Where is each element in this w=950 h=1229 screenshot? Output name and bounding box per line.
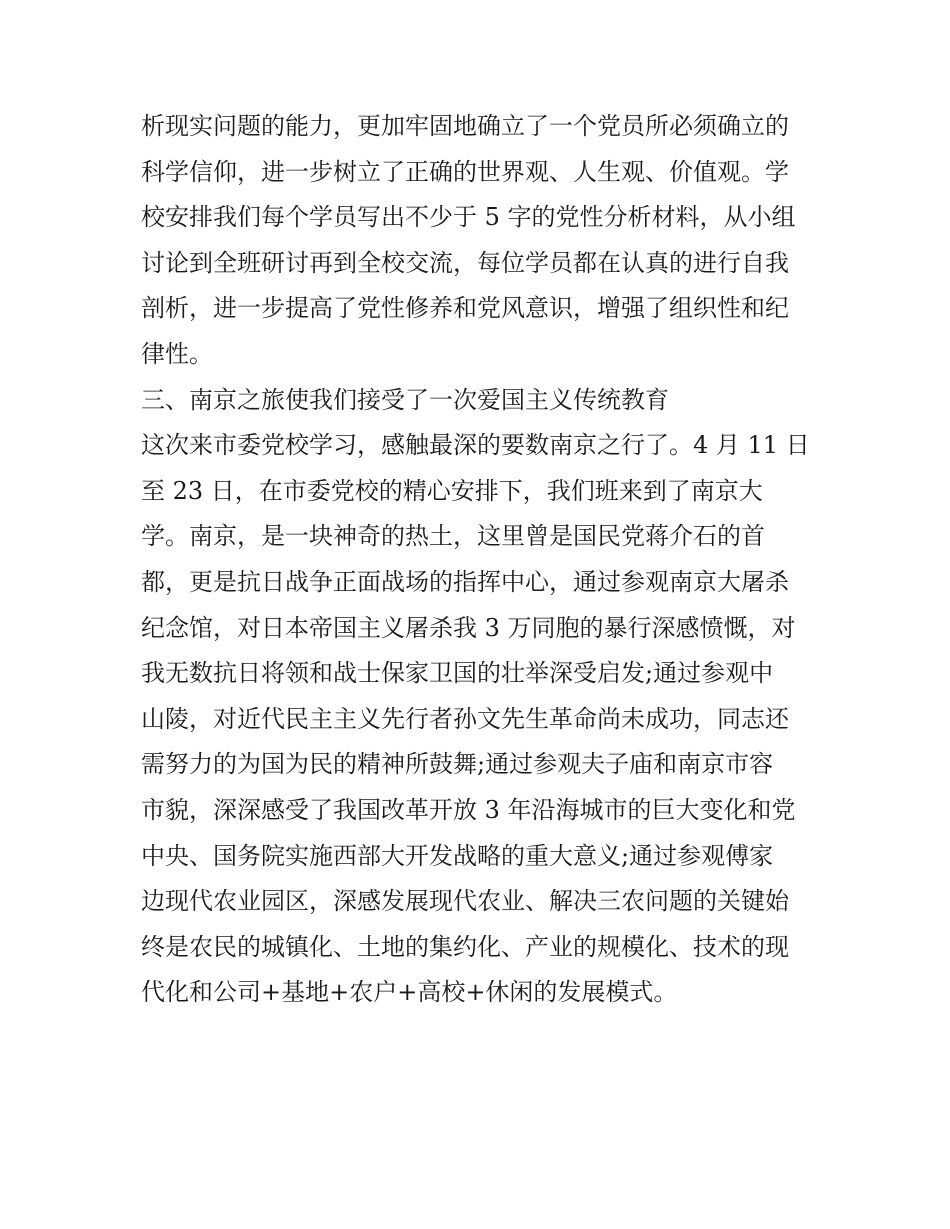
text-line: 纪念馆，对日本帝国主义屠杀我 3 万同胞的暴行深感愤慨，对 bbox=[141, 613, 796, 642]
text-line: 这次来市委党校学习，感触最深的要数南京之行了。4 月 11 日 bbox=[141, 431, 810, 460]
text-line: 校安排我们每个学员写出不少于 5 字的党性分析材料，从小组 bbox=[141, 203, 796, 232]
text-line: 代化和公司+基地+农户+高校+休闲的发展模式。 bbox=[141, 978, 678, 1007]
text-line: 需努力的为国为民的精神所鼓舞;通过参观夫子庙和南京市容 bbox=[141, 750, 774, 779]
body-text bbox=[141, 104, 831, 1016]
text-line: 都，更是抗日战争正面战场的指挥中心，通过参观南京大屠杀 bbox=[141, 567, 789, 596]
text-line: 律性。 bbox=[141, 339, 213, 368]
text-line: 析现实问题的能力，更加牢固地确立了一个党员所必须确立的 bbox=[141, 112, 789, 140]
text-line: 科学信仰，进一步树立了正确的世界观、人生观、价值观。学 bbox=[141, 157, 789, 186]
text-line: 山陵，对近代民主主义先行者孙文先生革命尚未成功，同志还 bbox=[141, 704, 789, 733]
text-line: 学。南京，是一块神奇的热土，这里曾是国民党蒋介石的首 bbox=[141, 522, 765, 551]
text-line: 中央、国务院实施西部大开发战略的重大意义;通过参观傅家 bbox=[141, 841, 774, 870]
text-line: 市貌，深深感受了我国改革开放 3 年沿海城市的巨大变化和党 bbox=[141, 795, 796, 824]
text-line: 边现代农业园区，深感发展现代农业、解决三农问题的关键始 bbox=[141, 887, 789, 916]
text-line: 我无数抗日将领和战士保家卫国的壮举深受启发;通过参观中 bbox=[141, 659, 774, 688]
text-line: 终是农民的城镇化、土地的集约化、产业的规模化、技术的现 bbox=[141, 932, 789, 961]
text-line: 剖析，进一步提高了党性修养和党风意识，增强了组织性和纪 bbox=[141, 294, 789, 323]
text-line: 至 23 日，在市委党校的精心安排下，我们班来到了南京大 bbox=[141, 476, 763, 505]
section-heading: 三、南京之旅使我们接受了一次爱国主义传统教育 bbox=[141, 385, 669, 414]
text-line: 讨论到全班研讨再到全校交流，每位学员都在认真的进行自我 bbox=[141, 248, 789, 277]
